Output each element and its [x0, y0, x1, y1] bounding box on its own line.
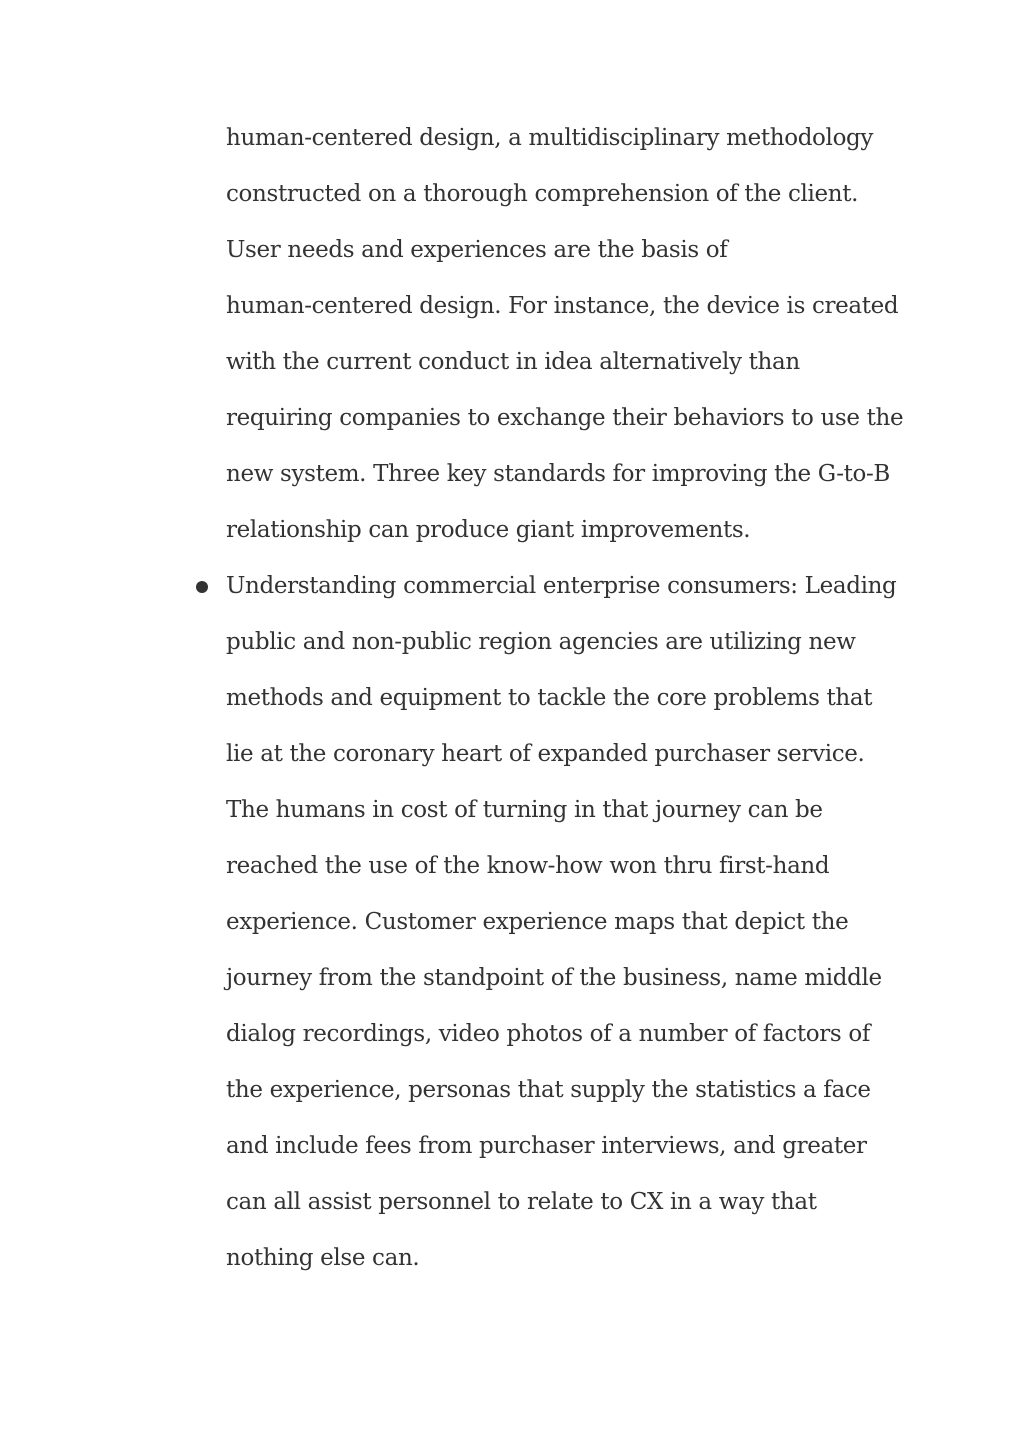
text-line: constructed on a thorough comprehension of the client.	[226, 181, 859, 207]
bullet-icon	[196, 581, 208, 593]
text-line: new system. Three key standards for improving the G-to-B	[226, 461, 890, 487]
text-line: dialog recordings, video photos of a number of factors of	[226, 1021, 870, 1047]
text-line: The humans in cost of turning in that journey can be	[226, 797, 823, 823]
text-line: experience. Customer experience maps that depict the	[226, 909, 849, 935]
text-line: can all assist personnel to relate to CX in a way that	[226, 1189, 817, 1215]
text-line: lie at the coronary heart of expanded purchaser service.	[226, 741, 865, 767]
text-line: requiring companies to exchange their behaviors to use the	[226, 405, 904, 431]
text-line: public and non-public region agencies are utilizing new	[226, 629, 856, 655]
text-line: nothing else can.	[226, 1245, 420, 1271]
text-line: methods and equipment to tackle the core problems that	[226, 685, 873, 711]
text-line: User needs and experiences are the basis of	[226, 237, 728, 263]
text-line: human-centered design, a multidisciplinary methodology	[226, 125, 874, 151]
text-line: with the current conduct in idea alternatively than	[226, 349, 800, 375]
text-line: relationship can produce giant improvements.	[226, 517, 751, 543]
bullet-item-line: Understanding commercial enterprise consumers: Leading	[226, 573, 897, 599]
text-line: the experience, personas that supply the statistics a face	[226, 1077, 871, 1103]
text-line: human-centered design. For instance, the device is created	[226, 293, 899, 319]
text-line: and include fees from purchaser interviews, and greater	[226, 1133, 867, 1159]
text-line: reached the use of the know-how won thru first-hand	[226, 853, 830, 879]
text-line: journey from the standpoint of the business, name middle	[226, 965, 882, 991]
